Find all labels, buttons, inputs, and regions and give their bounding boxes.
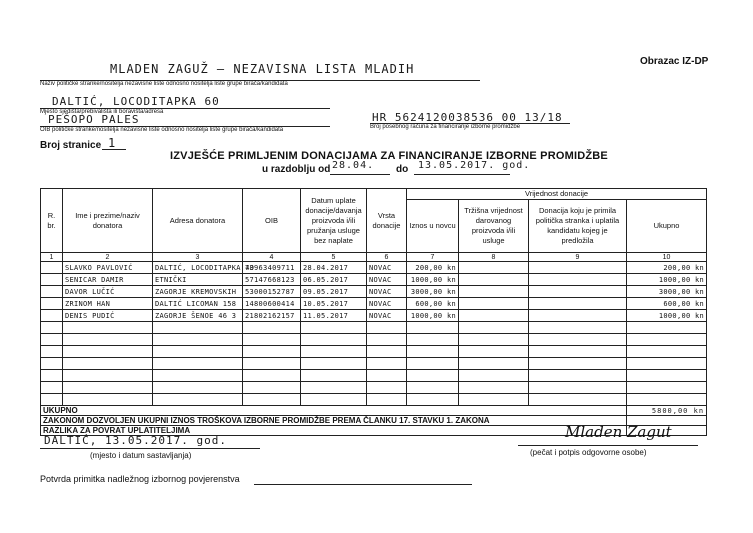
- cell-total: [627, 358, 707, 370]
- donations-table: [40, 188, 707, 436]
- cell-rbr: [41, 286, 63, 298]
- cell-returned: [529, 382, 627, 394]
- page-value: 1: [108, 136, 117, 150]
- cell-date: [301, 394, 367, 406]
- cell-date: 11.05.2017: [301, 310, 367, 322]
- table-row: [41, 322, 707, 334]
- cell-name: DENIS PUDIĆ: [63, 310, 153, 322]
- cell-address: [153, 370, 243, 382]
- cell-type: [367, 334, 407, 346]
- col-number: 5: [301, 253, 367, 262]
- cell-total: [627, 394, 707, 406]
- cell-type: [367, 346, 407, 358]
- cell-total: [627, 334, 707, 346]
- cell-total: [627, 322, 707, 334]
- cell-market: [459, 358, 529, 370]
- col-number: 3: [153, 253, 243, 262]
- cell-returned: [529, 322, 627, 334]
- cell-oib: [243, 346, 301, 358]
- place-date-label: (mjesto i datum sastavljanja): [90, 451, 192, 460]
- col-number: 9: [529, 253, 627, 262]
- sum-row: [41, 406, 707, 416]
- cell-total: 600,00 kn: [627, 298, 707, 310]
- table-row: [41, 394, 707, 406]
- cell-name: [63, 346, 153, 358]
- cell-rbr: [41, 346, 63, 358]
- cell-oib: 73963409711: [243, 262, 301, 274]
- page-label: Broj stranice: [40, 140, 102, 151]
- oib-value: PEŠOPO PALES: [48, 113, 140, 126]
- table-row: [41, 346, 707, 358]
- cell-address: [153, 334, 243, 346]
- cell-market: [459, 394, 529, 406]
- cell-rbr: [41, 382, 63, 394]
- cell-date: 10.05.2017: [301, 298, 367, 310]
- cell-type: [367, 370, 407, 382]
- col-address: Adresa donatora: [153, 189, 243, 253]
- cell-oib: 57147668123: [243, 274, 301, 286]
- oib-label: OIB političke stranke/nositelja nezavisne liste odnosno nositelja liste grupe birača/kandidata: [40, 127, 284, 133]
- cell-cash: 600,00 kn: [407, 298, 459, 310]
- cell-oib: 14800600414: [243, 298, 301, 310]
- cell-date: 06.05.2017: [301, 274, 367, 286]
- cell-name: [63, 382, 153, 394]
- cell-date: 28.04.2017: [301, 262, 367, 274]
- refund-label: RAZLIKA ZA POVRAT UPLATITELJIMA: [41, 426, 627, 436]
- cell-returned: [529, 394, 627, 406]
- cell-type: NOVAC: [367, 262, 407, 274]
- cell-type: NOVAC: [367, 274, 407, 286]
- cell-cash: 1000,00 kn: [407, 310, 459, 322]
- cell-rbr: [41, 370, 63, 382]
- cell-market: [459, 346, 529, 358]
- cell-address: [153, 358, 243, 370]
- cell-oib: [243, 382, 301, 394]
- cell-name: ZRINOM HAN: [63, 298, 153, 310]
- cell-oib: [243, 358, 301, 370]
- table-row: [41, 370, 707, 382]
- cell-date: [301, 322, 367, 334]
- cell-cash: 200,00 kn: [407, 262, 459, 274]
- cell-rbr: [41, 394, 63, 406]
- cell-returned: [529, 334, 627, 346]
- cell-rbr: [41, 298, 63, 310]
- cell-name: [63, 334, 153, 346]
- cell-address: [153, 346, 243, 358]
- cell-returned: [529, 262, 627, 274]
- cell-date: 09.05.2017: [301, 286, 367, 298]
- cell-market: [459, 274, 529, 286]
- cell-rbr: [41, 274, 63, 286]
- account-label: Broj posebnog računa za financiranje izborne promidžbe: [370, 124, 521, 130]
- cell-name: [63, 358, 153, 370]
- sum-label: UKUPNO: [41, 406, 627, 416]
- cell-market: [459, 262, 529, 274]
- cell-type: NOVAC: [367, 310, 407, 322]
- party-name-value: MLADEN ZAGUŽ – NEZAVISNA LISTA MLADIH: [110, 62, 415, 76]
- cell-cash: 1000,00 kn: [407, 274, 459, 286]
- cell-cash: [407, 322, 459, 334]
- cell-oib: [243, 370, 301, 382]
- cell-total: [627, 370, 707, 382]
- cell-market: [459, 370, 529, 382]
- limit-label: ZAKONOM DOZVOLJEN UKUPNI IZNOS TROŠKOVA IZBORNE PROMIDŽBE PREMA ČLANKU 17. STAVKU 1. ZAKONA: [41, 416, 627, 426]
- table-row: [41, 286, 707, 298]
- col-oib: OIB: [243, 189, 301, 253]
- cell-address: [153, 322, 243, 334]
- cell-date: [301, 358, 367, 370]
- cell-market: [459, 382, 529, 394]
- cell-market: [459, 322, 529, 334]
- cell-market: [459, 310, 529, 322]
- cell-date: [301, 382, 367, 394]
- table-row: [41, 358, 707, 370]
- cell-type: NOVAC: [367, 298, 407, 310]
- form-code: Obrazac IZ-DP: [640, 56, 709, 67]
- cell-type: [367, 322, 407, 334]
- cell-name: [63, 322, 153, 334]
- signature: Mladen Zagut: [565, 423, 672, 441]
- col-rbr: R. br.: [41, 189, 63, 253]
- cell-name: SLAVKO PAVLOVIĆ: [63, 262, 153, 274]
- address-label: Mjesto sjedišta/prebivališta ili boravišta/adresa: [40, 109, 164, 115]
- table-row: [41, 334, 707, 346]
- cell-market: [459, 298, 529, 310]
- cell-address: [153, 382, 243, 394]
- cell-market: [459, 286, 529, 298]
- cell-returned: [529, 370, 627, 382]
- cell-cash: [407, 358, 459, 370]
- cell-type: [367, 382, 407, 394]
- table-row: [41, 262, 707, 274]
- cell-total: [627, 346, 707, 358]
- cell-total: 1000,00 kn: [627, 274, 707, 286]
- cell-date: [301, 334, 367, 346]
- party-name-label: Naziv političke stranke/nositelja nezavisne liste odnosno nositelja liste grupe birača/kandidata: [40, 81, 288, 87]
- col-number: 2: [63, 253, 153, 262]
- table-row: [41, 382, 707, 394]
- cell-name: DAVOR LUČIĆ: [63, 286, 153, 298]
- cell-rbr: [41, 358, 63, 370]
- cell-total: [627, 382, 707, 394]
- period-mid: do: [396, 164, 409, 175]
- col-number: 4: [243, 253, 301, 262]
- cell-address: ETNIČKI: [153, 274, 243, 286]
- sum-total: 5800,00 kn: [627, 406, 707, 416]
- col-number: 6: [367, 253, 407, 262]
- cell-returned: [529, 310, 627, 322]
- cell-cash: [407, 382, 459, 394]
- cell-rbr: [41, 334, 63, 346]
- cell-cash: [407, 370, 459, 382]
- col-date: Datum uplate donacije/davanja proizvoda i/ili pružanja usluge bez naplate: [301, 189, 367, 253]
- cell-type: [367, 394, 407, 406]
- cell-cash: [407, 346, 459, 358]
- column-number-row: [41, 253, 707, 262]
- confirm-label: Potvrda primitka nadležnog izbornog povjerenstva: [40, 474, 240, 484]
- cell-returned: [529, 346, 627, 358]
- cell-date: [301, 346, 367, 358]
- cell-address: [153, 394, 243, 406]
- cell-name: SENICAR DAMIR: [63, 274, 153, 286]
- cell-address: DALTIĆ, LOCODITAPKA 40: [153, 262, 243, 274]
- col-type: Vrsta donacije: [367, 189, 407, 253]
- cell-oib: [243, 334, 301, 346]
- place-date-value: DALTIĆ, 13.05.2017. god.: [44, 434, 227, 447]
- cell-returned: [529, 298, 627, 310]
- cell-address: ZAGORJE KREMOVSKIH: [153, 286, 243, 298]
- cell-oib: [243, 322, 301, 334]
- period-from: 28.04.: [332, 160, 375, 171]
- cell-oib: 53000152787: [243, 286, 301, 298]
- address-value: DALTIĆ, LOCODITAPKA 60: [52, 95, 220, 108]
- cell-total: 3000,00 kn: [627, 286, 707, 298]
- col-number: 10: [627, 253, 707, 262]
- cell-returned: [529, 274, 627, 286]
- cell-returned: [529, 358, 627, 370]
- col-market: Tržišna vrijednost darovanog proizvoda i/ili usluge: [459, 200, 529, 253]
- table-row: [41, 310, 707, 322]
- cell-cash: [407, 394, 459, 406]
- cell-type: NOVAC: [367, 286, 407, 298]
- cell-oib: [243, 394, 301, 406]
- col-number: 7: [407, 253, 459, 262]
- col-returned: Donacija koju je primila politička stranka i uplatila kandidatu kojeg je predložila: [529, 200, 627, 253]
- cell-name: [63, 370, 153, 382]
- col-number: 8: [459, 253, 529, 262]
- col-cash: Iznos u novcu: [407, 200, 459, 253]
- period-to: 13.05.2017. god.: [418, 160, 531, 171]
- cell-total: 1000,00 kn: [627, 310, 707, 322]
- table-row: [41, 298, 707, 310]
- cell-address: DALTIĆ LICOMAN 158: [153, 298, 243, 310]
- period-prefix: u razdoblju od: [262, 164, 331, 175]
- cell-type: [367, 358, 407, 370]
- cell-rbr: [41, 322, 63, 334]
- cell-rbr: [41, 310, 63, 322]
- col-total: Ukupno: [627, 200, 707, 253]
- col-name: Ime i prezime/naziv donatora: [63, 189, 153, 253]
- cell-total: 200,00 kn: [627, 262, 707, 274]
- cell-market: [459, 334, 529, 346]
- col-value-group: Vrijednost donacije: [407, 189, 707, 200]
- cell-oib: 21802162157: [243, 310, 301, 322]
- cell-returned: [529, 286, 627, 298]
- seal-label: (pečat i potpis odgovorne osobe): [530, 448, 647, 457]
- table-row: [41, 274, 707, 286]
- report-title: IZVJEŠĆE PRIMLJENIM DONACIJAMA ZA FINANCIRANJE IZBORNE PROMIDŽBE: [170, 150, 608, 162]
- cell-name: [63, 394, 153, 406]
- cell-date: [301, 370, 367, 382]
- col-number: 1: [41, 253, 63, 262]
- cell-cash: 3000,00 kn: [407, 286, 459, 298]
- account-value: HR 5624120038536 00 13/18: [372, 111, 563, 124]
- cell-rbr: [41, 262, 63, 274]
- cell-cash: [407, 334, 459, 346]
- cell-address: ZAGORJE ŠENOE 46 3: [153, 310, 243, 322]
